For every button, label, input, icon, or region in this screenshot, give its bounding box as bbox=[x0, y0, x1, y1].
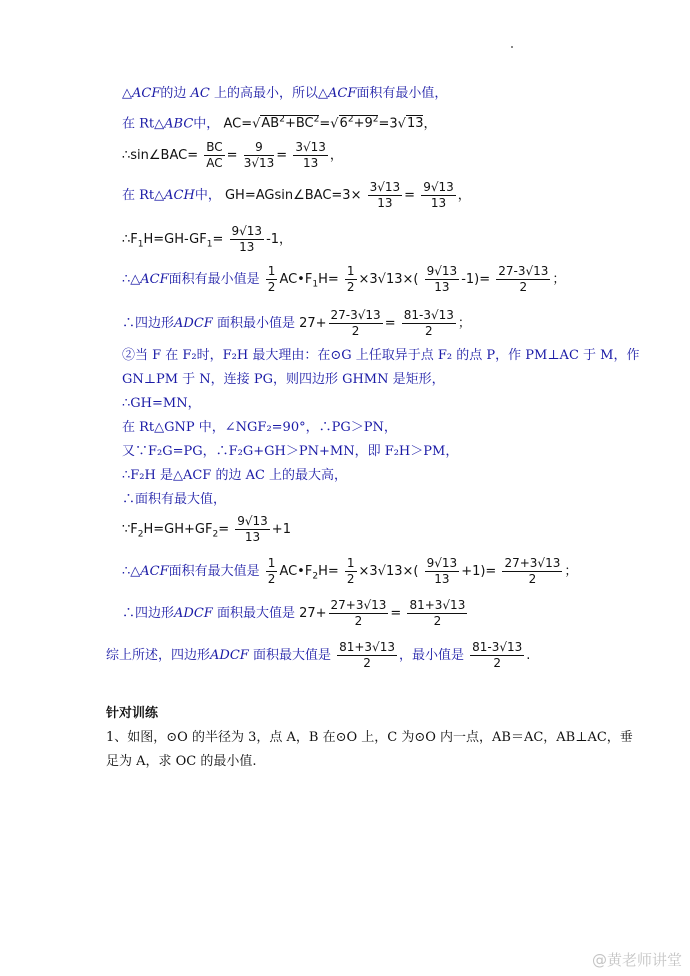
fraction: $\frac{1}{2}$ bbox=[267, 264, 276, 294]
line-max-height: ∴F₂H 是△ACF 的边 AC 上的最大高， bbox=[122, 468, 348, 483]
section-heading: 针对训练 bbox=[106, 706, 159, 721]
line-rectangle: GN⊥PM 于 N，连接 PG，则四边形 GHMN 是矩形， bbox=[122, 372, 445, 387]
line-rt-gnp: 在 Rt△GNP 中，∠NGF₂=90°，∴PG＞PN， bbox=[122, 420, 397, 435]
fraction: $\frac{1}{2}$ bbox=[346, 264, 355, 294]
fraction: $\frac{9√13}{13}$ bbox=[426, 264, 458, 294]
line-f2g-pg: 又∵F₂G=PG，∴F₂G+GH＞PN+MN，即 F₂H＞PM， bbox=[122, 444, 459, 459]
exercise-line-2: 足为 A，求 OC 的最小值. bbox=[106, 754, 257, 769]
line-f1h: $\therefore F_1H=GH-GF_1=$ $\frac{9√13}{13}$ -1， bbox=[122, 224, 293, 254]
line-gh-mn: ∴GH=MN， bbox=[122, 396, 201, 411]
fraction: $\frac{BC}{AC}$ bbox=[206, 140, 223, 170]
line-case2: ②当 F 在 F₂时，F₂H 最大理由：在⊙G 上任取异于点 F₂ 的点 P，作 PM⊥AC 于 M，作 bbox=[122, 348, 640, 363]
watermark: @黄老师讲堂 bbox=[591, 951, 682, 969]
line-adcf-max: ∴四边形ADCF 面积最大值是 27+ $\frac{27+3√13}{2}$ = $\frac{81+3√13}{2}$ bbox=[122, 598, 466, 628]
fraction: $\frac{9√13}{13}$ bbox=[426, 556, 458, 586]
line-summary: 综上所述，四边形ADCF 面积最大值是 $\frac{81+3√13}{2}$ ，最小值是 $\frac{81-3√13}{2}$ . bbox=[106, 640, 531, 670]
fraction: $\frac{81-3√13}{2}$ bbox=[472, 640, 523, 670]
fraction: $\frac{81+3√13}{2}$ bbox=[339, 640, 395, 670]
fraction: $\frac{3√13}{13}$ bbox=[295, 140, 326, 170]
fraction: $\frac{27+3√13}{2}$ bbox=[330, 598, 387, 628]
fraction: $\frac{27-3√13}{2}$ bbox=[498, 264, 549, 294]
fraction: $\frac{27-3√13}{2}$ bbox=[330, 308, 381, 338]
line-rt-ach: 在 Rt△ACH中， GH=AGsin∠BAC=3× $\frac{3√13}{13}$ = $\frac{9√13}{13}$ ， bbox=[122, 180, 471, 210]
line-area-min-reason: △ACF的边 AC 上的高最小，所以△ACF面积有最小值， bbox=[122, 86, 448, 101]
scan-dot bbox=[511, 46, 513, 48]
fraction: $\frac{3√13}{13}$ bbox=[369, 180, 401, 210]
line-adcf-min: ∴四边形ADCF 面积最小值是 27+ $\frac{27-3√13}{2}$ = $\frac{81-3√13}{2}$ ； bbox=[122, 308, 471, 338]
fraction: $\frac{9}{3√13}$ bbox=[243, 140, 275, 170]
line-sin-bac: ∴sin∠BAC= $\frac{BC}{AC}$ = $\frac{9}{3√13}$ = $\frac{3√13}{13}$ ， bbox=[122, 140, 343, 170]
fraction: $\frac{81+3√13}{2}$ bbox=[409, 598, 466, 628]
fraction: $\frac{9√13}{13}$ bbox=[231, 224, 263, 254]
line-acf-max-area: ∴△ACF面积有最大值是 $\frac{1}{2}$ $AC•F_2H=$ $\frac{1}{2}$ ×3√13×( $\frac{9√13}{13}$ +1)= $\frac{27+3√13}{2}$ ； bbox=[122, 556, 578, 586]
exercise-line-1: 1、如图，⊙O 的半径为 3，点 A，B 在⊙O 上，C 为⊙O 内一点，AB＝AC，AB⊥AC，垂 bbox=[106, 730, 633, 745]
fraction: $\frac{81-3√13}{2}$ bbox=[403, 308, 454, 338]
fraction: $\frac{27+3√13}{2}$ bbox=[504, 556, 561, 586]
fraction: $\frac{1}{2}$ bbox=[267, 556, 276, 586]
fraction: $\frac{9√13}{13}$ bbox=[237, 514, 268, 544]
line-has-max: ∴面积有最大值， bbox=[122, 492, 227, 507]
fraction: $\frac{1}{2}$ bbox=[346, 556, 355, 586]
line-rt-abc: 在 Rt△ABC中， $AC=√AB^2+BC^2=√6^2+9^2=3√13$， bbox=[122, 115, 437, 132]
fraction: $\frac{9√13}{13}$ bbox=[423, 180, 454, 210]
line-acf-min-area: ∴△ACF面积有最小值是 $\frac{1}{2}$ $AC•F_1H=$ $\frac{1}{2}$ ×3√13×( $\frac{9√13}{13}$ -1)= $\frac{27-3√13}{2}$ ； bbox=[122, 264, 566, 294]
line-f2h: $\because F_2H=GH+GF_2=$ $\frac{9√13}{13}$ +1 bbox=[122, 514, 291, 544]
